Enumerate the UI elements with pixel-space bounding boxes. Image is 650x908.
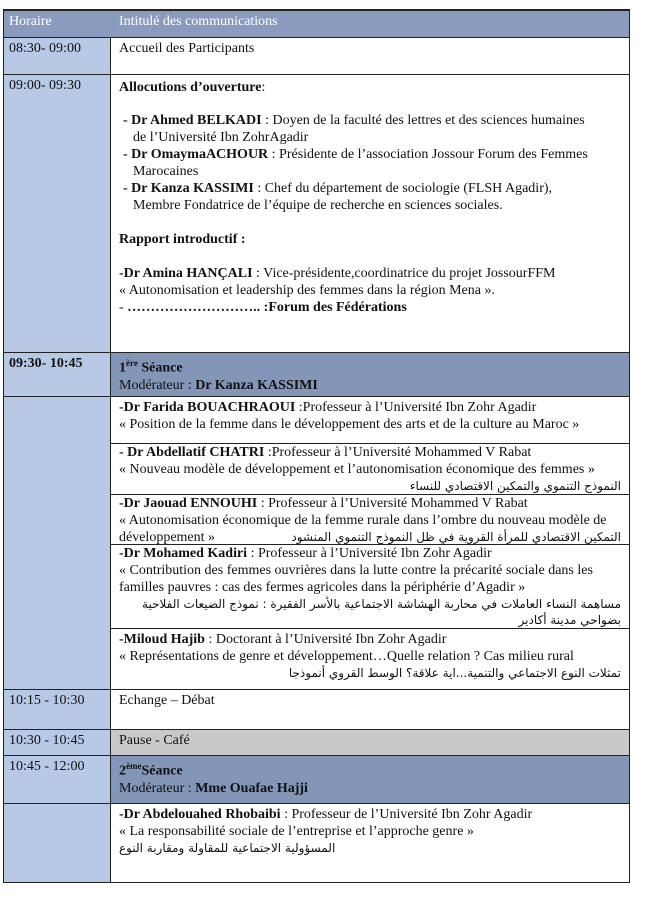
- moderator-name: Dr Kanza KASSIMI: [195, 377, 318, 393]
- forum-prefix: -: [119, 300, 128, 315]
- table-row: [4, 689, 629, 729]
- moderator-label: Modérateur :: [119, 377, 196, 393]
- header-title: [111, 11, 629, 37]
- talk-title: « Position de la femme dans le développement des arts et de la culture au Maroc »: [119, 417, 580, 432]
- seance-label: Séance: [141, 763, 183, 779]
- talk-title: « Représentations de genre et développement…Quelle relation ? Cas milieu rural: [119, 649, 574, 664]
- speaker-desc: :Professeur à l’Université Mohammed V Rabat: [264, 445, 532, 460]
- speaker-name: - Dr Ahmed BELKADI: [123, 113, 262, 128]
- row-time: 09:30- 10:45: [9, 356, 83, 371]
- table-row: [4, 396, 629, 689]
- talk-title-arabic: تمثلات النوع الاجتماعي والتنمية...اية علاقة؟ الوسط القروي أنموذجا: [288, 666, 621, 680]
- speaker-name: -Miloud Hajib: [119, 632, 205, 647]
- pause-text: Pause - Café: [119, 733, 190, 748]
- seance-sup: ème: [126, 761, 142, 771]
- list-item: [111, 628, 629, 695]
- seance-number: 1: [119, 360, 126, 376]
- row-time: 10:45 - 12:00: [9, 759, 85, 774]
- talk-title: « Contribution des femmes ouvrières dans la lutte contre la précarité sociale dans les familles pauvres : cas des fermes agricoles dans la périphérie d’Agadir »: [119, 563, 593, 595]
- list-item: [111, 544, 629, 629]
- speaker-desc: : Vice-présidente,coordinatrice du projet JossourFFM: [252, 266, 556, 281]
- speaker-name: -Dr Farida BOUACHRAOUI: [119, 400, 296, 415]
- row-time: 09:00- 09:30: [9, 78, 81, 93]
- row-content: [111, 690, 629, 729]
- row-content: [111, 730, 629, 755]
- speaker-name: -Dr Jaouad ENNOUHI: [119, 496, 258, 511]
- speaker-desc: Membre Fondatrice de l’équipe de recherche en sciences sociales.: [133, 198, 503, 213]
- speaker-desc: : Présidente de l’association Jossour Forum des Femmes: [268, 147, 588, 162]
- seance-sup: ère: [126, 358, 138, 368]
- speaker-desc: : Doctorant à l’Université Ibn Zohr Agadir: [204, 632, 447, 647]
- speaker-desc: : Professeur à l’Université Mohammed V Rabat: [257, 496, 528, 511]
- speaker-name: - Dr Kanza KASSIMI: [123, 181, 254, 196]
- speaker-desc: : Doyen de la faculté des lettres et des sciences humaines: [261, 113, 585, 128]
- table-row: [4, 803, 629, 882]
- seance-number: 2: [119, 763, 126, 779]
- row-time: 10:15 - 10:30: [9, 693, 85, 708]
- speaker-desc: :Professeur à l’Université Ibn Zohr Agadir: [295, 400, 537, 415]
- speaker-name: -Dr Mohamed Kadiri: [119, 546, 248, 561]
- speaker-name: - Dr Abdellatif CHATRI: [119, 445, 265, 460]
- header-time: Horaire: [9, 14, 52, 29]
- talk-title-arabic: التمكين الاقتصادي للمرأة القروية في ظل النموذج التنموي المنشود: [291, 530, 621, 544]
- seance-header: [111, 756, 629, 803]
- list-item: [111, 397, 629, 447]
- talk-title: « Autonomisation économique de la femme rurale dans l’ombre du nouveau modèle de développement »: [119, 513, 607, 545]
- forum-line: ……………………….. :Forum des Fédérations: [127, 300, 407, 315]
- speaker-desc: Marocaines: [133, 164, 199, 179]
- talk-title: « Nouveau modèle de développement et l’autonomisation économique des femmes »: [119, 462, 595, 477]
- moderator-label: Modérateur :: [119, 780, 196, 796]
- table-row: [4, 37, 629, 74]
- list-item: [111, 443, 629, 495]
- talk-title-arabic: المسؤولية الاجتماعية للمقاولة ومقاربة النوع: [119, 841, 336, 855]
- speaker-desc: : Professeur de l’Université Ibn Zohr Agadir: [280, 807, 533, 822]
- talks-list: [111, 397, 629, 689]
- seance-header: [111, 353, 629, 396]
- header-title-text: Intitulé des communications: [119, 14, 278, 29]
- opening-heading-colon: :: [261, 80, 266, 95]
- speaker-desc: de l’Université Ibn ZohrAgadir: [133, 130, 309, 145]
- row-time: 10:30 - 10:45: [9, 733, 85, 748]
- speaker-name: - Dr OmaymaACHOUR: [123, 147, 269, 162]
- speaker-name: -Dr Abdelouahed Rhobaibi: [119, 807, 281, 822]
- speaker-name: -Dr Amina HANÇALI: [119, 266, 253, 281]
- table-header: [4, 10, 629, 37]
- list-item: [111, 494, 629, 545]
- speaker-desc: : Chef du département de sociologie (FLSH Agadir),: [253, 181, 553, 196]
- moderator-name: Mme Ouafae Hajji: [195, 780, 308, 796]
- talk-title-arabic: النموذج التنموي والتمكين الاقتصادي للنساء: [409, 479, 621, 493]
- row-content: [111, 38, 629, 74]
- row-time: 08:30- 09:00: [9, 41, 81, 56]
- seance-label: Séance: [137, 360, 183, 376]
- rapport-heading: Rapport introductif :: [119, 232, 246, 247]
- accueil-text: Accueil des Participants: [119, 41, 255, 56]
- table-row: [4, 729, 629, 755]
- talk-title-arabic: مساهمة النساء العاملات في محاربة الهشاشة الاجتماعية بالأسر الفقيرة : نموذج الضيعات الفلاحية بضواحي مدينة أكادير: [142, 597, 621, 627]
- list-item: [111, 804, 629, 882]
- table-row: [4, 74, 629, 352]
- table-row: [4, 755, 629, 803]
- talk-title: « La responsabilité sociale de l’entreprise et l’approche genre »: [119, 824, 474, 839]
- opening-heading: Allocutions d’ouverture: [119, 80, 262, 95]
- echange-text: Echange – Débat: [119, 693, 215, 708]
- table-row: [4, 352, 629, 396]
- program-table: [3, 9, 630, 883]
- opening-content: [111, 75, 629, 352]
- speaker-desc: : Professeur à l’Université Ibn Zohr Agadir: [247, 546, 492, 561]
- rapport-title: « Autonomisation et leadership des femmes dans la région Mena ».: [119, 283, 495, 298]
